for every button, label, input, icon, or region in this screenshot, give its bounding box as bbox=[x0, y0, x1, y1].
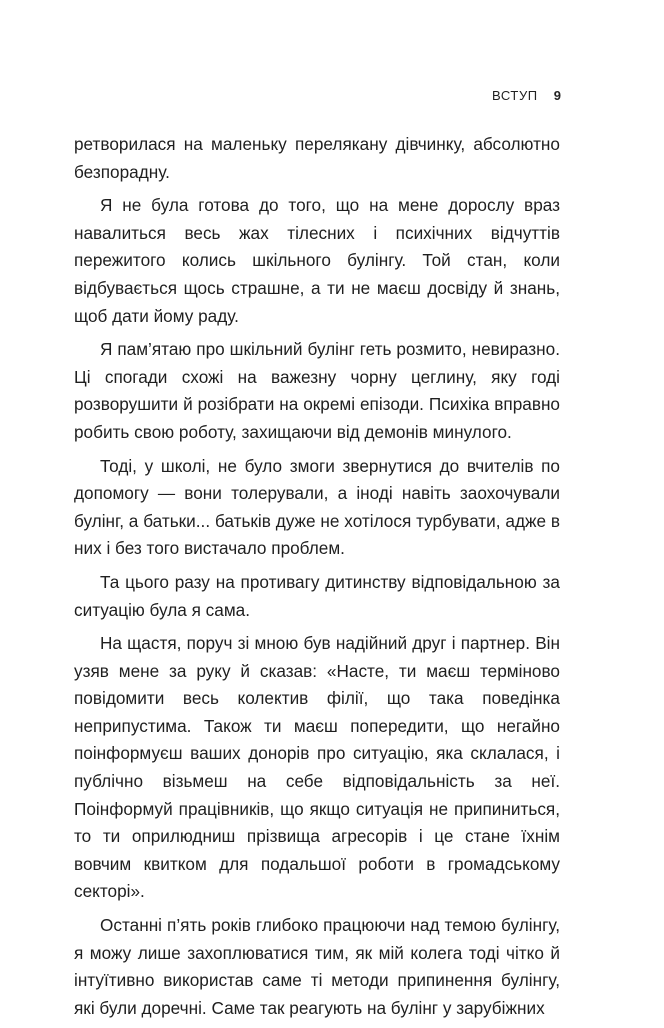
running-head bbox=[492, 88, 561, 103]
page-number: 9 bbox=[553, 88, 561, 103]
paragraph: На щастя, поруч зі мною був надійний друг і партнер. Він узяв мене за руку й сказав: «Насте, ти маєш терміново повідомити весь колектив філії, що така поведінка неприпустима. Також ти маєш попередити, що негайно поінформуєш ваших донорів про ситуацію, яка склалася, і публічно візьмеш на себе відповідальність за неї. Поінформуй працівників, що якщо ситуація не припиниться, то ти оприлюдниш прізвища агресорів і це стане їхнім вовчим квитком для подальшої роботи в громадському секторі». bbox=[74, 633, 560, 902]
section-title: ВСТУП bbox=[492, 88, 538, 103]
paragraph: Я пам’ятаю про шкільний булінг геть розмито, невиразно. Ці спогади схожі на важезну чорну цеглину, яку годі розворушити й розібрати на окремі епізоди. Психіка вправно робить свою роботу, захищаючи від демонів минулого. bbox=[74, 339, 560, 442]
paragraph: Та цього разу на противагу дитинству відповідальною за ситуацію була я сама. bbox=[74, 571, 560, 620]
paragraph-continuation: ретворилася на маленьку перелякану дівчинку, абсолютно безпорадну. bbox=[74, 134, 560, 182]
paragraph: Я не була готова до того, що на мене дорослу враз навалиться весь жах тілесних і психічних відчуттів пережитого колись шкільного булінгу. Той стан, коли відбувається щось страшне, а ти не маєш досвіду й знань, щоб дати йому раду. bbox=[74, 195, 560, 326]
paragraph: Тоді, у школі, не було змоги звернутися до вчителів по допомогу — вони толерували, а іноді навіть заохочували булінг, а батьки... батьків дуже не хотілося турбувати, адже в них і без того вистачало проблем. bbox=[74, 455, 560, 559]
paragraph: Останні п’ять років глибоко працюючи над темою булінгу, я можу лише захоплюватися тим, як мій колега тоді чітко й інтуїтивно використав саме ті методи припинення булінгу, які були доречні. Саме так реагують на булінг у зарубіжних bbox=[74, 915, 560, 1018]
body-text bbox=[74, 131, 560, 1028]
